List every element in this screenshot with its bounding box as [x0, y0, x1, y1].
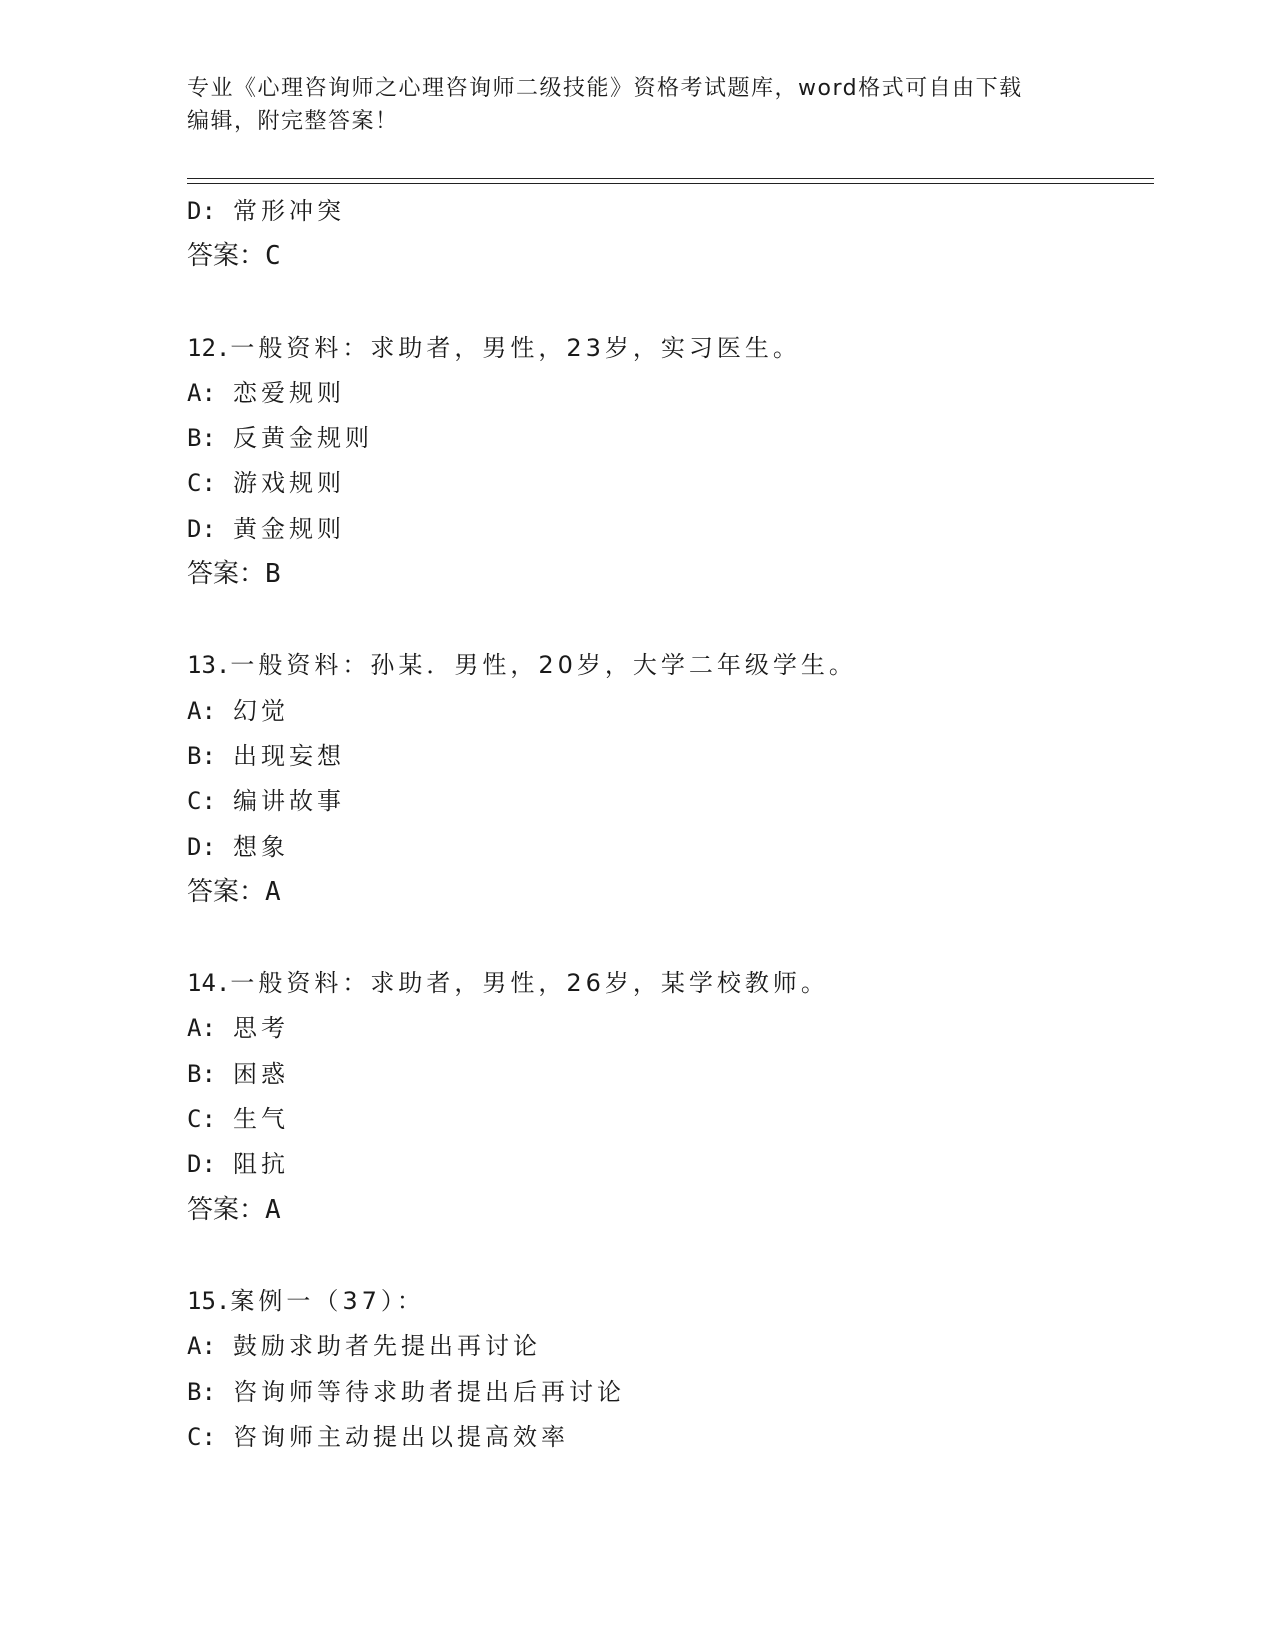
- option-letter: B:: [187, 1059, 216, 1088]
- question-stem: [187, 1279, 1147, 1324]
- option-b: [187, 734, 1147, 779]
- header-line-1: 专业《心理咨询师之心理咨询师二级技能》资格考试题库，word格式可自由下载: [187, 76, 1023, 101]
- option-letter: D:: [187, 1150, 216, 1179]
- option-a: [187, 371, 1147, 416]
- question-text: 一般资料：孙某．男性，20岁，大学二年级学生。: [230, 651, 857, 680]
- header-rule-top: [187, 178, 1154, 179]
- answer-label: 答案：: [187, 1194, 266, 1225]
- option-text: 想象: [233, 832, 289, 861]
- question-block-12: [187, 326, 1147, 598]
- answer-line: [187, 234, 1147, 279]
- question-number: 14.: [187, 969, 231, 998]
- option-c: [187, 1415, 1147, 1460]
- option-c: [187, 779, 1147, 824]
- question-block-11: [187, 189, 1147, 280]
- option-letter: D:: [187, 197, 216, 225]
- option-text: 黄金规则: [233, 514, 345, 543]
- option-letter: C:: [187, 1105, 216, 1134]
- answer-value: B: [265, 559, 281, 590]
- option-a: [187, 689, 1147, 734]
- option-a: [187, 1324, 1147, 1369]
- document-header: [187, 72, 1067, 138]
- answer-line: [187, 870, 1147, 915]
- question-text: 一般资料：求助者，男性，26岁，某学校教师。: [230, 969, 829, 998]
- option-text: 常形冲突: [233, 197, 345, 225]
- option-letter: A:: [187, 378, 216, 407]
- option-d: [187, 507, 1147, 552]
- option-text: 编讲故事: [233, 787, 345, 816]
- question-stem: [187, 643, 1147, 688]
- question-block-13: [187, 643, 1147, 915]
- question-stem: [187, 961, 1147, 1006]
- question-block-14: [187, 961, 1147, 1233]
- question-number: 13.: [187, 651, 231, 680]
- option-a: [187, 1006, 1147, 1051]
- option-text: 恋爱规则: [233, 378, 345, 407]
- option-text: 生气: [233, 1105, 289, 1134]
- option-text: 游戏规则: [233, 469, 345, 498]
- question-list: [187, 189, 1147, 1460]
- option-letter: D:: [187, 514, 216, 543]
- option-text: 思考: [233, 1014, 289, 1043]
- option-text: 困惑: [233, 1059, 289, 1088]
- option-b: [187, 1052, 1147, 1097]
- option-letter: B:: [187, 1377, 216, 1406]
- question-number: 15.: [187, 1286, 231, 1315]
- option-text: 幻觉: [233, 696, 289, 725]
- option-letter: A:: [187, 1332, 216, 1361]
- option-b: [187, 416, 1147, 461]
- question-text: 一般资料：求助者，男性，23岁，实习医生。: [230, 333, 801, 362]
- option-text: 阻抗: [233, 1150, 289, 1179]
- answer-line: [187, 552, 1147, 597]
- answer-label: 答案：: [187, 559, 266, 590]
- spacer: [187, 1233, 1147, 1279]
- option-d: [187, 1142, 1147, 1187]
- question-number: 12.: [187, 333, 231, 362]
- option-text: 鼓励求助者先提出再讨论: [233, 1332, 541, 1361]
- option-text: 咨询师主动提出以提高效率: [233, 1422, 569, 1451]
- option-c: [187, 1097, 1147, 1142]
- question-stem: [187, 326, 1147, 371]
- option-c: [187, 461, 1147, 506]
- option-letter: B:: [187, 424, 216, 453]
- option-letter: C:: [187, 1422, 216, 1451]
- answer-value: A: [265, 1194, 281, 1225]
- option-letter: A:: [187, 696, 216, 725]
- option-text: 咨询师等待求助者提出后再讨论: [233, 1377, 625, 1406]
- option-letter: C:: [187, 787, 216, 816]
- header-line-2: 编辑，附完整答案！: [187, 109, 399, 134]
- header-rule-bottom: [187, 183, 1154, 184]
- answer-value: A: [265, 876, 281, 907]
- option-letter: C:: [187, 469, 216, 498]
- option-d: [187, 189, 1147, 234]
- question-block-15: [187, 1279, 1147, 1460]
- option-text: 出现妄想: [233, 741, 345, 770]
- option-letter: D:: [187, 832, 216, 861]
- spacer: [187, 915, 1147, 961]
- option-d: [187, 825, 1147, 870]
- option-letter: A:: [187, 1014, 216, 1043]
- option-letter: B:: [187, 741, 216, 770]
- question-text: 案例一（37）：: [230, 1286, 425, 1315]
- spacer: [187, 280, 1147, 326]
- answer-value: C: [265, 241, 281, 272]
- answer-label: 答案：: [187, 241, 266, 272]
- answer-line: [187, 1188, 1147, 1233]
- spacer: [187, 597, 1147, 643]
- option-b: [187, 1370, 1147, 1415]
- option-text: 反黄金规则: [233, 424, 373, 453]
- answer-label: 答案：: [187, 876, 266, 907]
